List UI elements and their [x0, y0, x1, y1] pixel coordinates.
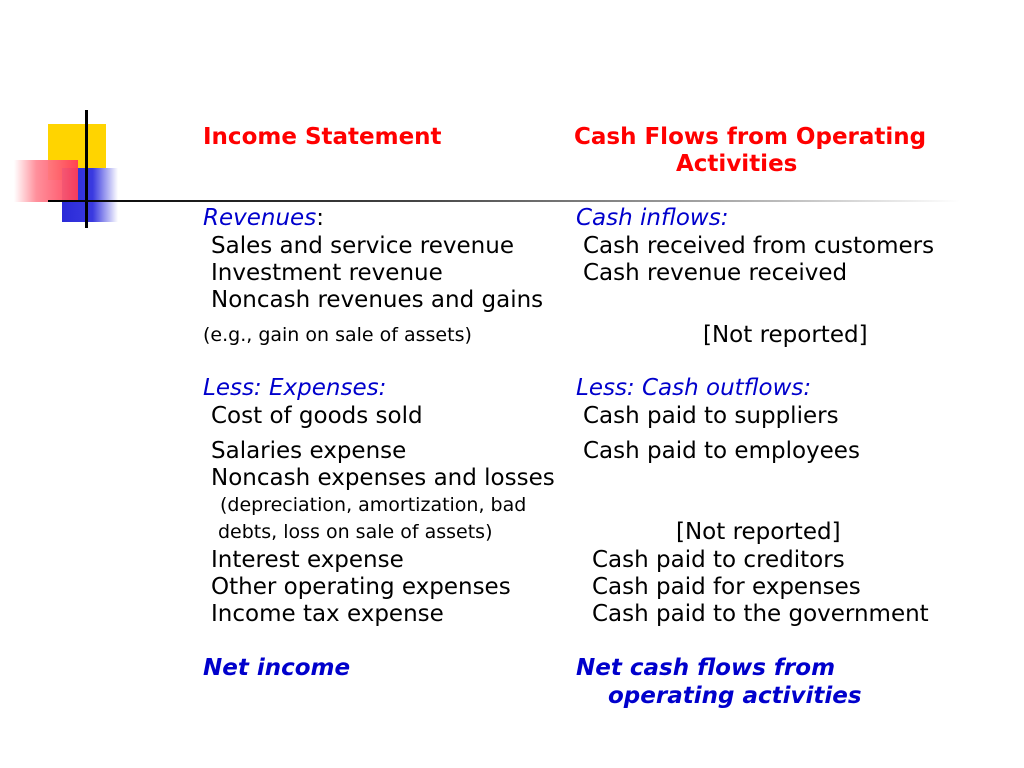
expense-right-item: Cash paid to the government — [592, 601, 929, 627]
cash-flows-heading-line1: Cash Flows from Operating — [574, 124, 927, 150]
expense-right-item: Cash paid to employees — [583, 438, 860, 464]
revenue-right-item: Cash received from customers — [583, 233, 935, 259]
revenues-heading-colon: : — [316, 205, 324, 231]
noncash-expenses-example-line1: (depreciation, amortization, bad — [220, 494, 527, 516]
revenue-left-item: Sales and service revenue — [211, 233, 514, 259]
decorative-vertical-line — [85, 110, 88, 228]
not-reported-expenses: [Not reported] — [676, 519, 841, 545]
decorative-horizontal-line — [48, 200, 960, 202]
expense-left-item: Interest expense — [211, 547, 404, 573]
expense-right-item: Cash paid to suppliers — [583, 403, 839, 429]
less-cash-outflows-heading: Less: Cash outflows: — [576, 375, 812, 401]
revenues-heading — [203, 207, 324, 230]
expense-left-item: Income tax expense — [211, 601, 444, 627]
less-expenses-heading: Less: Expenses: — [203, 375, 387, 401]
noncash-revenues-label: Noncash revenues and gains — [211, 287, 544, 313]
income-statement-heading: Income Statement — [203, 124, 442, 150]
cash-inflows-heading: Cash inflows: — [576, 205, 729, 231]
net-income-total: Net income — [203, 655, 351, 681]
not-reported-revenues: [Not reported] — [703, 322, 868, 348]
expense-left-item: Other operating expenses — [211, 574, 511, 600]
revenue-left-item: Investment revenue — [211, 260, 443, 286]
noncash-revenues-example: (e.g., gain on sale of assets) — [203, 324, 472, 346]
revenues-heading-text: Revenues — [203, 205, 317, 231]
cash-flows-heading-line2: Activities — [676, 151, 798, 177]
net-cash-flows-total-line2: operating activities — [608, 683, 862, 709]
noncash-expenses-example-line2: debts, loss on sale of assets) — [218, 521, 493, 543]
net-cash-flows-total-line1: Net cash flows from — [576, 655, 836, 681]
noncash-expenses-label: Noncash expenses and losses — [211, 465, 555, 491]
expense-right-item: Cash paid to creditors — [592, 547, 845, 573]
expense-right-item: Cash paid for expenses — [592, 574, 861, 600]
expense-left-item: Salaries expense — [211, 438, 407, 464]
expense-left-item: Cost of goods sold — [211, 403, 423, 429]
decorative-red-square — [14, 160, 78, 202]
revenue-right-item: Cash revenue received — [583, 260, 848, 286]
